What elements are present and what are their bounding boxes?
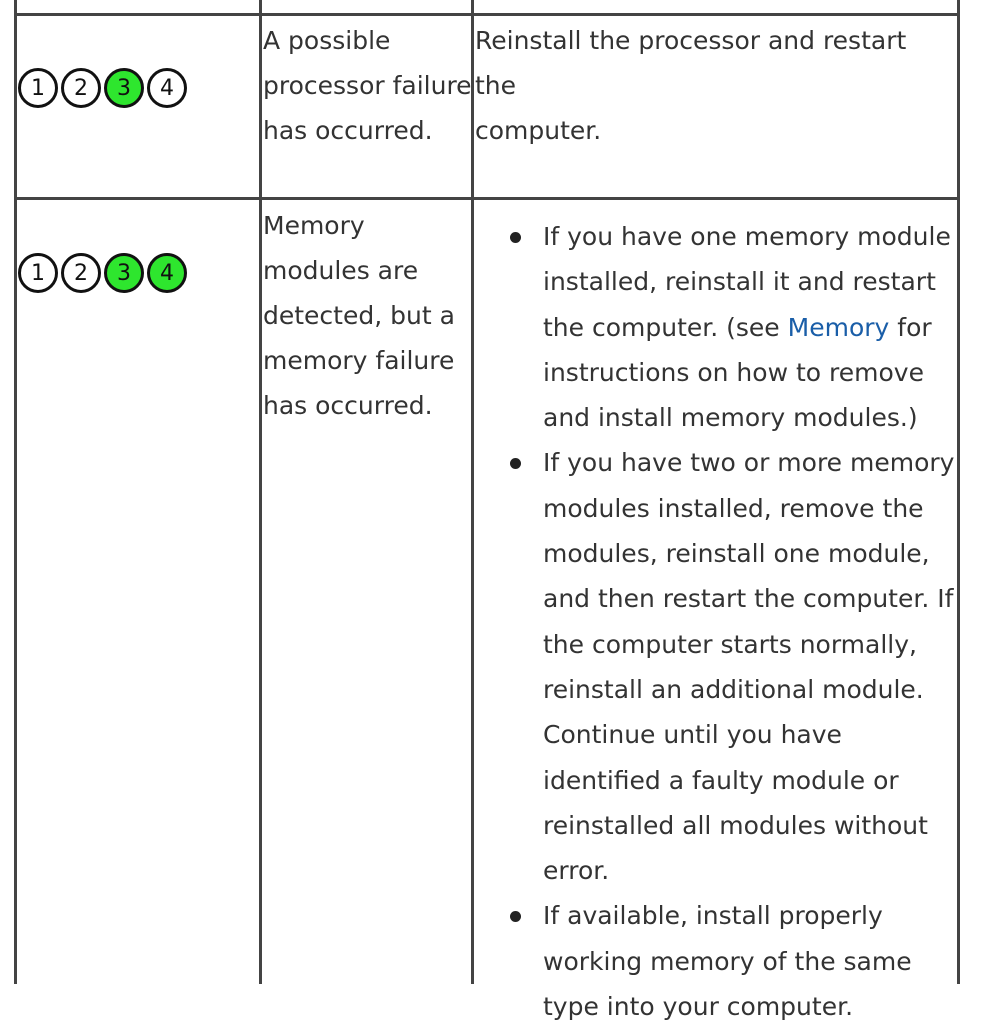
- bullet-text-before-link: If you have one memory module installed, reinstall it and restart the computer. (see: [543, 222, 951, 342]
- led-pattern-row-2: [18, 253, 190, 293]
- row-1-description: [263, 18, 473, 153]
- table-border-top: [14, 13, 960, 16]
- description-line: A possible: [263, 26, 391, 55]
- led-3-icon: 3: [104, 253, 144, 293]
- list-item: [543, 893, 963, 1029]
- table-border-col1: [259, 0, 262, 984]
- row-2-description: [263, 203, 473, 428]
- bullet-icon: [510, 911, 521, 922]
- description-line: Memory: [263, 211, 365, 240]
- table-border-row-separator: [14, 197, 960, 200]
- description-line: processor failure: [263, 71, 472, 100]
- bullet-text: If available, install properly working memory of the same type into your computer.: [543, 901, 912, 1022]
- led-1-icon: 1: [18, 253, 58, 293]
- led-2-icon: 2: [61, 253, 101, 293]
- description-line: has occurred.: [263, 116, 433, 145]
- description-line: detected, but a: [263, 301, 455, 330]
- bullet-icon: [510, 458, 521, 469]
- description-line: modules are: [263, 256, 419, 285]
- row-1-action: [475, 18, 955, 153]
- memory-link[interactable]: Memory: [787, 312, 890, 342]
- row-2-action-list: [543, 214, 963, 1029]
- description-line: has occurred.: [263, 391, 433, 420]
- led-4-icon: 4: [147, 253, 187, 293]
- led-4-icon: 4: [147, 68, 187, 108]
- led-3-icon: 3: [104, 68, 144, 108]
- led-1-icon: 1: [18, 68, 58, 108]
- bullet-text-after-link: for instructions on how to remove and install memory modules.): [543, 312, 932, 433]
- list-item: [543, 440, 963, 893]
- led-2-icon: 2: [61, 68, 101, 108]
- bullet-icon: [510, 232, 521, 243]
- action-line: computer.: [475, 116, 602, 145]
- bullet-text: If you have two or more memory modules installed, remove the modules, reinstall one module, and then restart the computer. If the computer starts normally, reinstall an additional module. Continue until you have identified a faulty module or reinstalled all modules without error.: [543, 448, 955, 886]
- table-border-left: [14, 0, 17, 984]
- action-line: Reinstall the processor and restart the: [475, 26, 907, 100]
- list-item: [543, 214, 963, 440]
- led-pattern-row-1: [18, 68, 190, 108]
- description-line: memory failure: [263, 346, 455, 375]
